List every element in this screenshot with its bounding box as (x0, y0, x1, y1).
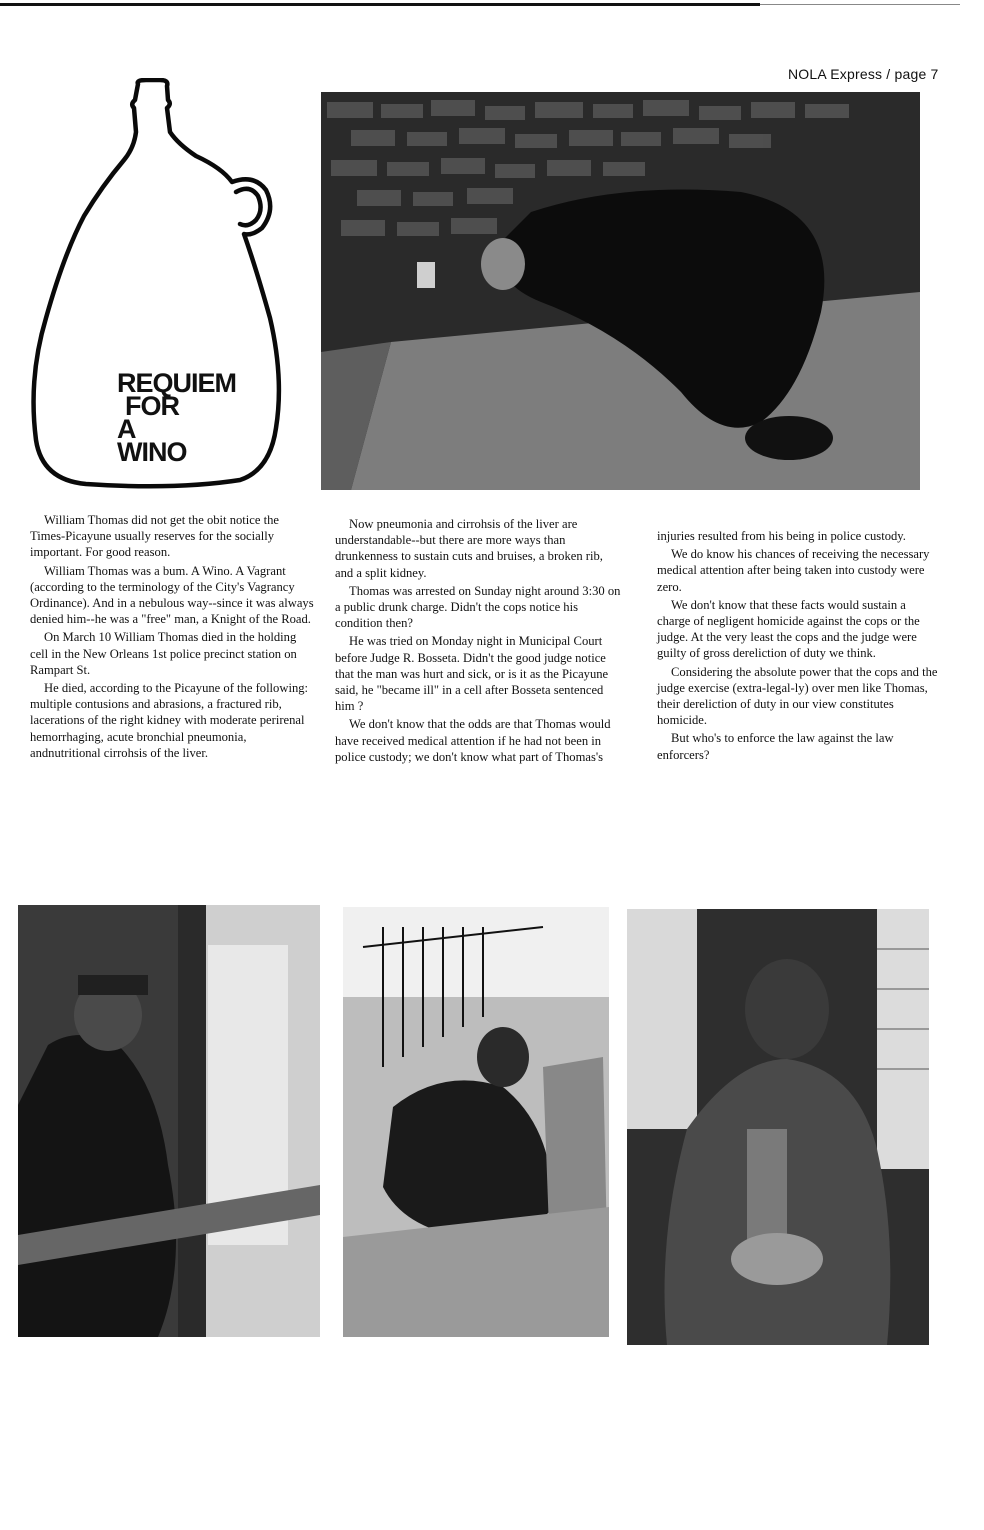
paragraph: Now pneumonia and cirrohsis of the liver are understandable--but there are more ways than drunkenness to sustain cuts and bruises, a broken rib, and a split kidney. (335, 517, 603, 580)
article-column-2 (335, 516, 623, 767)
article-column-1 (30, 512, 316, 763)
page-folio: NOLA Express / page 7 (788, 66, 939, 82)
paragraph: William Thomas was a bum. A Wino. A Vagrant (according to the terminology of the City's Vagrancy Ordinance). And in a nebulous way--since it was always denied him--he was a "free" man, a Knight of the Road. (30, 563, 314, 627)
paragraph: On March 10 William Thomas died in the holding cell in the New Orleans 1st police precinct station on Rampart St. (30, 630, 297, 677)
headline-line: WINO (117, 437, 187, 467)
paragraph: We do know his chances of receiving the necessary medical attention after being taken into custody were zero. (657, 547, 930, 594)
paragraph: He was tried on Monday night in Municipal Court before Judge R. Bosseta. Didn't the good judge notice that the man was hurt and sick, or is it as the Picayune said, he "became ill" in a cell after Bosseta sentenced him ? (335, 634, 609, 714)
headline (117, 368, 237, 467)
paragraph: Considering the absolute power that the cops and the judge exercise (extra-legal-ly) over men like Thomas, their dereliction of duty in our view constitutes homicide. (657, 664, 938, 728)
bottom-photo-1 (18, 905, 320, 1337)
paragraph: He died, according to the Picayune of the following: multiple contusions and abrasions, a fractured rib, lacerations of the right kidney with moderate perirenal hemorrhaging, acute bronchial pneumonia, andnutritional cirrohsis of the liver. (30, 681, 309, 760)
bottom-photo-2 (343, 907, 609, 1337)
paragraph: We don't know that these facts would sustain a charge of negligent homicide against the cops or the judge. At the very least the cops and the judge were guilty of gross dereliction of duty we think. (657, 597, 920, 661)
paragraph: We don't know that the odds are that Thomas would have received medical attention if he had not been in police custody; we don't know what part of Thomas's (335, 717, 611, 764)
paragraph: Thomas was arrested on Sunday night around 3:30 on a public drunk charge. Didn't the cops notice his condition then? (335, 583, 621, 631)
top-rule (0, 3, 760, 6)
main-photo (321, 92, 920, 490)
headline-line: FOR (125, 391, 179, 421)
paragraph: William Thomas did not get the obit notice the Times-Picayune usually reserves for the socially important. For good reason. (30, 513, 280, 560)
paragraph: injuries resulted from his being in police custody. (657, 529, 906, 543)
paragraph: But who's to enforce the law against the law enforcers? (657, 731, 894, 762)
headline-line: REQUIEM (117, 368, 237, 398)
headline-line: A (117, 414, 136, 444)
article-column-3 (657, 528, 939, 765)
bottom-photo-3 (627, 909, 929, 1345)
top-rule-faint (760, 4, 960, 5)
